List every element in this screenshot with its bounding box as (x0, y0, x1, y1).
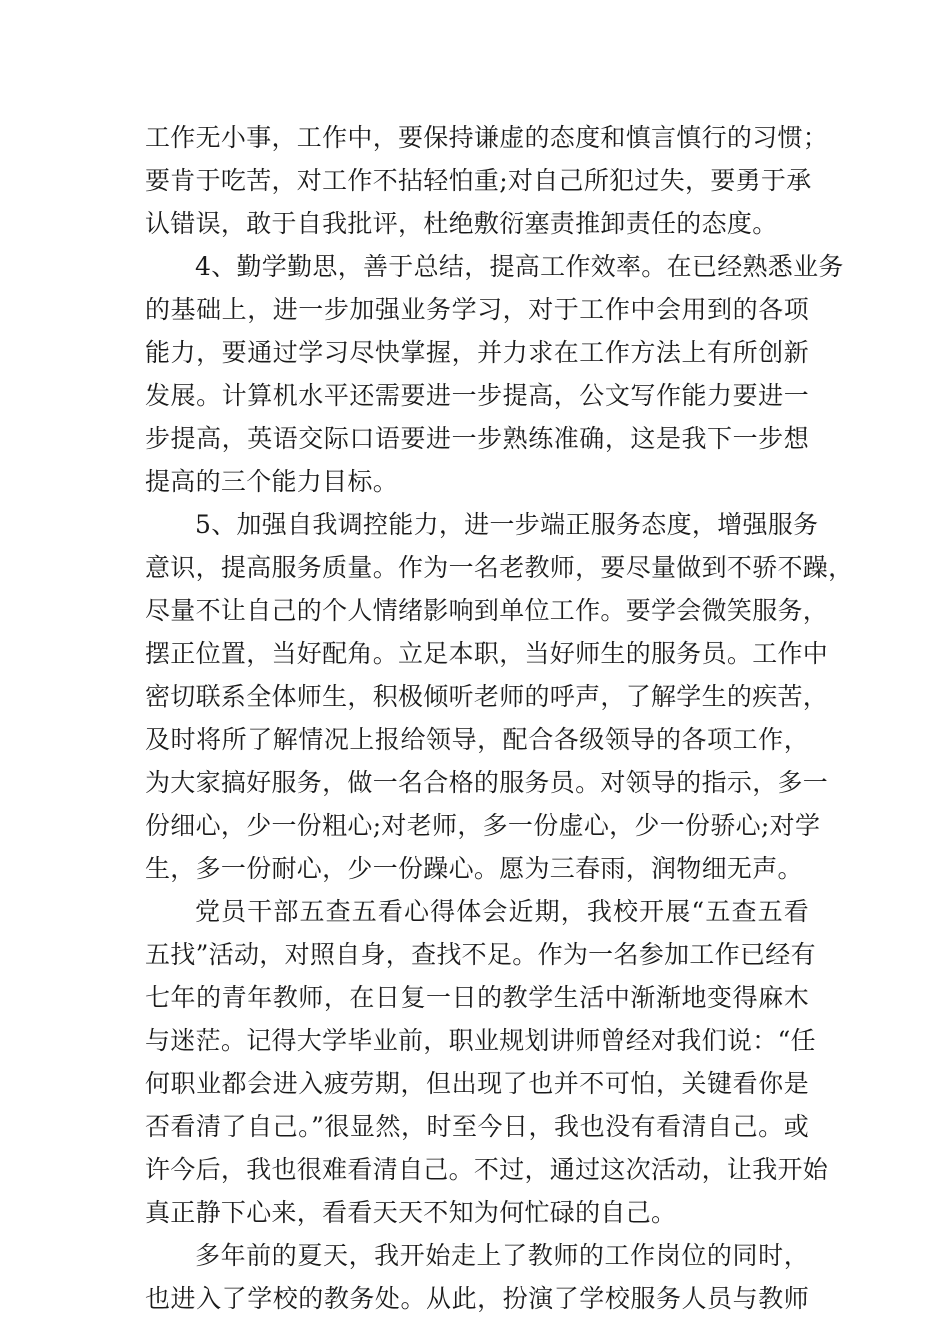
text-line: 提高的三个能力目标。 (145, 467, 399, 496)
document-body (145, 116, 854, 1320)
text-line: 5、加强自我调控能力，进一步端正服务态度，增强服务 (195, 510, 819, 539)
text-line: 与迷茫。记得大学毕业前，职业规划讲师曾经对我们说：“任 (145, 1026, 816, 1055)
text-line: 尽量不让自己的个人情绪影响到单位工作。要学会微笑服务， (145, 596, 829, 625)
text-line: 也进入了学校的教务处。从此，扮演了学校服务人员与教师 (145, 1284, 809, 1313)
text-line: 步提高，英语交际口语要进一步熟练准确，这是我下一步想 (145, 424, 809, 453)
text-line: 意识，提高服务质量。作为一名老教师，要尽量做到不骄不躁， (145, 553, 854, 582)
text-line: 摆正位置，当好配角。立足本职，当好师生的服务员。工作中 (145, 639, 829, 668)
text-line: 许今后，我也很难看清自己。不过，通过这次活动，让我开始 (145, 1155, 829, 1184)
text-line: 的基础上，进一步加强业务学习，对于工作中会用到的各项 (145, 295, 809, 324)
text-line: 4、勤学勤思，善于总结，提高工作效率。在已经熟悉业务 (195, 252, 844, 281)
text-line: 发展。计算机水平还需要进一步提高，公文写作能力要进一 (145, 381, 809, 410)
text-line: 五找”活动，对照自身，查找不足。作为一名参加工作已经有 (145, 940, 816, 969)
text-line: 何职业都会进入疲劳期，但出现了也并不可怕，关键看你是 (145, 1069, 809, 1098)
text-line: 密切联系全体师生，积极倾听老师的呼声，了解学生的疾苦， (145, 682, 829, 711)
text-line: 要肯于吃苦，对工作不拈轻怕重;对自己所犯过失，要勇于承 (145, 166, 812, 195)
text-line: 生，多一份耐心，少一份躁心。愿为三春雨，润物细无声。 (145, 854, 803, 883)
text-line: 否看清了自己。”很显然，时至今日，我也没有看清自己。或 (145, 1112, 809, 1141)
text-line: 为大家搞好服务，做一名合格的服务员。对领导的指示，多一 (145, 768, 829, 797)
text-line: 党员干部五查五看心得体会近期，我校开展“五查五看 (195, 897, 809, 926)
text-line: 七年的青年教师，在日复一日的教学生活中渐渐地变得麻木 (145, 983, 809, 1012)
text-line: 工作无小事，工作中，要保持谦虚的态度和慎言慎行的习惯； (145, 123, 829, 152)
text-line: 真正静下心来，看看天天不知为何忙碌的自己。 (145, 1198, 677, 1227)
text-line: 认错误，敢于自我批评，杜绝敷衍塞责推卸责任的态度。 (145, 209, 778, 238)
text-line: 多年前的夏天，我开始走上了教师的工作岗位的同时， (195, 1241, 809, 1270)
text-line: 及时将所了解情况上报给领导，配合各级领导的各项工作， (145, 725, 809, 754)
text-line: 能力，要通过学习尽快掌握，并力求在工作方法上有所创新 (145, 338, 809, 367)
text-line: 份细心，少一份粗心;对老师，多一份虚心，少一份骄心;对学 (145, 811, 821, 840)
